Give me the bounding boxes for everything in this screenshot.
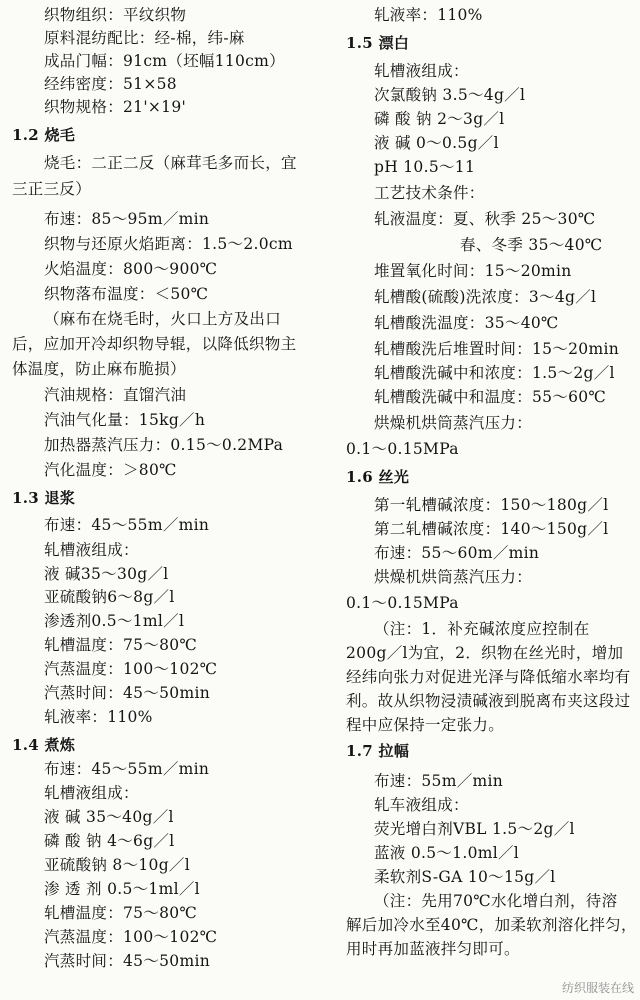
text-line: 织物落布温度：＜50℃ bbox=[44, 285, 209, 303]
text-line: （注：1．补充碱浓度应控制在 bbox=[374, 620, 590, 638]
text-line: 轧槽酸(硫酸)洗浓度：3～4g／l bbox=[374, 288, 597, 306]
section-heading: 1.2 烧毛 bbox=[12, 126, 76, 144]
text-line: 布速：85～95m／min bbox=[44, 210, 210, 228]
text-line: 三正三反） bbox=[12, 180, 92, 198]
text-line: 轧槽酸洗碱中和温度：55～60℃ bbox=[374, 388, 607, 406]
text-line: 堆置氧化时间：15～20min bbox=[374, 262, 572, 280]
text-line: 轧槽酸洗温度：35～40℃ bbox=[374, 314, 559, 332]
text-line: 轧槽液组成： bbox=[44, 784, 139, 802]
text-line: 第二轧槽碱浓度：140～150g／l bbox=[374, 520, 609, 538]
text-line: 织物与还原火焰距离：1.5～2.0cm bbox=[44, 235, 293, 253]
text-line: 用时再加蓝液拌匀即可。 bbox=[346, 940, 520, 958]
text-line: 汽蒸时间：45～50min bbox=[44, 952, 210, 970]
text-line: 液 碱 35～40g／l bbox=[44, 808, 174, 826]
text-line: 轧槽温度：75～80℃ bbox=[44, 636, 198, 654]
text-line: 液 碱35～30g／l bbox=[44, 565, 169, 583]
text-line: 轧液温度：夏、秋季 25～30℃ bbox=[374, 210, 596, 228]
text-line: 轧槽液组成： bbox=[374, 62, 469, 80]
text-line: 亚硫酸钠 8～10g／l bbox=[44, 856, 190, 874]
section-heading: 1.5 漂白 bbox=[346, 34, 410, 52]
text-line: 轧槽温度：75～80℃ bbox=[44, 904, 198, 922]
text-line: （麻布在烧毛时，火口上方及出口 bbox=[44, 310, 282, 328]
watermark: 纺织服装在线 bbox=[561, 981, 634, 995]
text-line: 磷 酸 钠 4～6g／l bbox=[44, 832, 175, 850]
text-line: 烘燥机烘筒蒸汽压力： bbox=[374, 568, 533, 586]
text-line: 成品门幅：91cm（坯幅110cm） bbox=[44, 52, 285, 70]
text-line: 轧液率：110% bbox=[374, 6, 483, 24]
text-line: （注：先用70℃水化增白剂，待溶 bbox=[374, 892, 618, 910]
text-line: 轧液率：110% bbox=[44, 708, 153, 726]
section-heading: 1.3 退浆 bbox=[12, 489, 76, 507]
text-line: 利。故从织物浸渍碱液到脱离布夹这段过 bbox=[346, 692, 631, 710]
text-line: 程中应保持一定张力。 bbox=[346, 716, 505, 734]
text-line: 汽油规格：直馏汽油 bbox=[44, 386, 187, 404]
text-line: 解后加冷水至40℃，加柔软剂溶化拌匀， bbox=[346, 916, 637, 934]
text-line: 后，应加开冷却织物导辊，以降低织物主 bbox=[12, 335, 297, 353]
text-line: 工艺技术条件： bbox=[374, 184, 485, 202]
text-line: 布速：55m／min bbox=[374, 772, 504, 790]
text-line: 蓝液 0.5～1.0ml／l bbox=[374, 844, 520, 862]
text-line: 亚硫酸钠6～8g／l bbox=[44, 588, 175, 606]
text-line: 汽蒸温度：100～102℃ bbox=[44, 660, 218, 678]
text-line: 织物规格：21'×19' bbox=[44, 98, 187, 116]
text-line: 轧槽液组成： bbox=[44, 541, 139, 559]
text-line: 次氯酸钠 3.5～4g／l bbox=[374, 86, 526, 104]
text-line: 布速：55～60m／min bbox=[374, 544, 540, 562]
text-line: 布速：45～55m／min bbox=[44, 516, 210, 534]
section-heading: 1.6 丝光 bbox=[346, 468, 410, 486]
text-line: 柔软剂S-GA 10～15g／l bbox=[374, 868, 556, 886]
text-line: 轧槽酸洗碱中和浓度：1.5～2g／l bbox=[374, 364, 615, 382]
text-line: 汽油气化量：15kg／h bbox=[44, 411, 206, 429]
text-line: 0.1～0.15MPa bbox=[346, 594, 459, 612]
text-line: 织物组织：平纹织物 bbox=[44, 6, 187, 24]
text-line: 汽蒸温度：100～102℃ bbox=[44, 928, 218, 946]
text-line: 汽化温度：＞80℃ bbox=[44, 461, 177, 479]
text-line: 烘燥机烘筒蒸汽压力： bbox=[374, 414, 533, 432]
text-line: pH 10.5～11 bbox=[374, 158, 476, 176]
text-line: 渗 透 剂 0.5～1ml／l bbox=[44, 880, 200, 898]
text-line: 经纬密度：51×58 bbox=[44, 75, 177, 93]
text-line: 0.1～0.15MPa bbox=[346, 440, 459, 458]
text-line: 体温度，防止麻布脆损） bbox=[12, 360, 186, 378]
text-line: 第一轧槽碱浓度：150～180g／l bbox=[374, 496, 609, 514]
text-line: 春、冬季 35～40℃ bbox=[460, 236, 603, 254]
text-line: 轧槽酸洗后堆置时间：15～20min bbox=[374, 340, 619, 358]
section-heading: 1.4 煮炼 bbox=[12, 736, 76, 754]
text-line: 荧光增白剂VBL 1.5～2g／l bbox=[374, 820, 575, 838]
text-line: 200g／l为宜，2．织物在丝光时，增加 bbox=[346, 644, 624, 662]
text-line: 加热器蒸汽压力：0.15～0.2MPa bbox=[44, 436, 284, 454]
text-line: 烧毛：二正二反（麻茸毛多而长，宜 bbox=[44, 154, 297, 172]
text-line: 汽蒸时间：45～50min bbox=[44, 684, 210, 702]
text-line: 轧车液组成： bbox=[374, 796, 469, 814]
text-line: 磷 酸 钠 2～3g／l bbox=[374, 110, 505, 128]
text-line: 经纬向张力对促进光泽与降低缩水率均有 bbox=[346, 668, 631, 686]
text-line: 布速：45～55m／min bbox=[44, 760, 210, 778]
section-heading: 1.7 拉幅 bbox=[346, 742, 410, 760]
text-line: 液 碱 0～0.5g／l bbox=[374, 134, 499, 152]
text-line: 火焰温度：800～900℃ bbox=[44, 260, 218, 278]
text-line: 渗透剂0.5～1ml／l bbox=[44, 612, 185, 630]
text-line: 原料混纺配比：经-棉，纬-麻 bbox=[44, 29, 245, 47]
